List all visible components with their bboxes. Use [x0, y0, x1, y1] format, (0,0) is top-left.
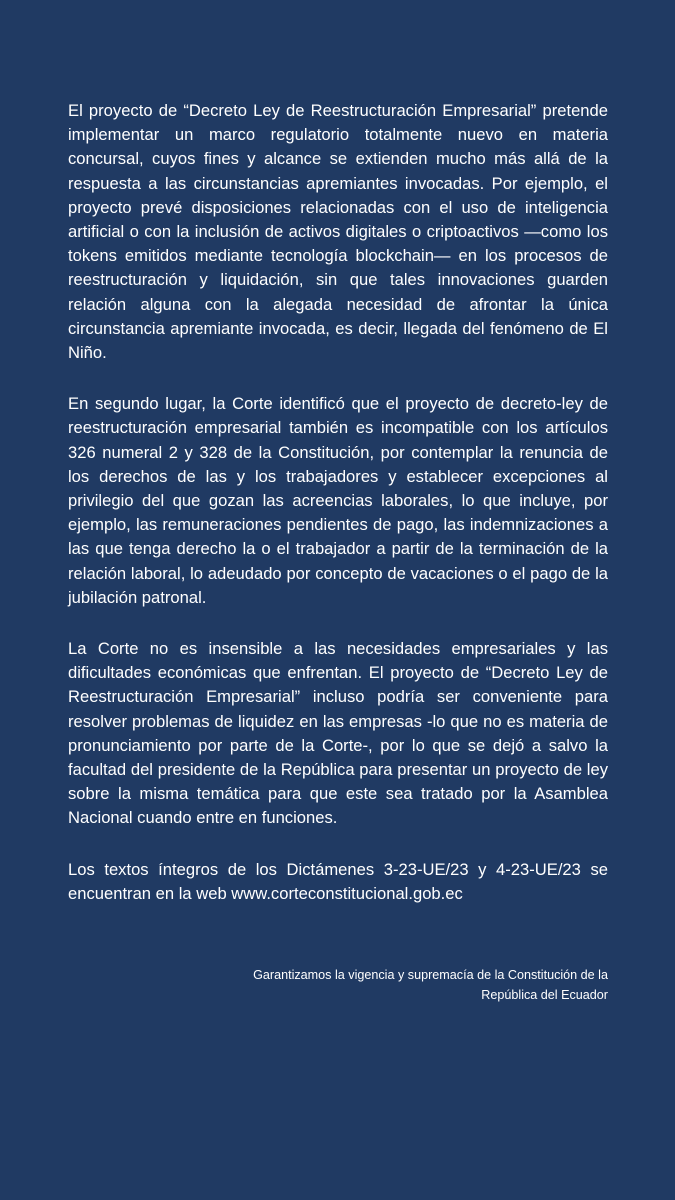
paragraph-court-position: La Corte no es insensible a las necesidades empresariales y las dificultades económicas que enfrentan. El proyecto de “Decreto Ley de Reestructuración Empresarial” incluso podría ser conveniente para resolver problemas de liquidez en las empresas -lo que no es materia de pronunciamiento por parte de la Corte-, por lo que se dejó a salvo la facultad del presidente de la República para presentar un proyecto de ley sobre la misma temática para que este sea tratado por la Asamblea Nacional cuando entre en funciones. — [68, 639, 608, 828]
footer-tagline — [188, 965, 608, 1005]
paragraph-full-texts: Los textos íntegros de los Dictámenes 3-23-UE/23 y 4-23-UE/23 se encuentran en la web www.corteconstitucional.gob.ec — [68, 859, 608, 903]
body-text — [68, 99, 608, 933]
paragraph-project-scope: El proyecto de “Decreto Ley de Reestructuración Empresarial” pretende implementar un marco regulatorio totalmente nuevo en materia concursal, cuyos fines y alcance se extienden mucho más allá de la respuesta a las circunstancias apremiantes invocadas. Por ejemplo, el proyecto prevé disposiciones relacionadas con el uso de inteligencia artificial o con la inclusión de activos digitales o criptoactivos —como los tokens emitidos mediante tecnología blockchain— en los procesos de reestructuración y liquidación, sin que tales innovaciones guarden relación alguna con la alegada necesidad de afrontar la única circunstancia apremiante invocada, es decir, llegada del fenómeno de El Niño. — [68, 101, 608, 363]
footer-line-2: República del Ecuador — [481, 988, 608, 1002]
footer-line-1: Garantizamos la vigencia y supremacía de la Constitución de la — [253, 968, 608, 982]
paragraph-labor-rights: En segundo lugar, la Corte identificó que el proyecto de decreto-ley de reestructuración empresarial también es incompatible con los artículos 326 numeral 2 y 328 de la Constitución, por contemplar la renuncia de los derechos de las y los trabajadores y establecer excepciones al privilegio del que gozan las acreencias laborales, lo que incluye, por ejemplo, las remuneraciones pendientes de pago, las indemnizaciones a las que tenga derecho la o el trabajador a partir de la terminación de la relación laboral, lo adeudado por concepto de vacaciones o el pago de la jubilación patronal. — [68, 394, 608, 607]
